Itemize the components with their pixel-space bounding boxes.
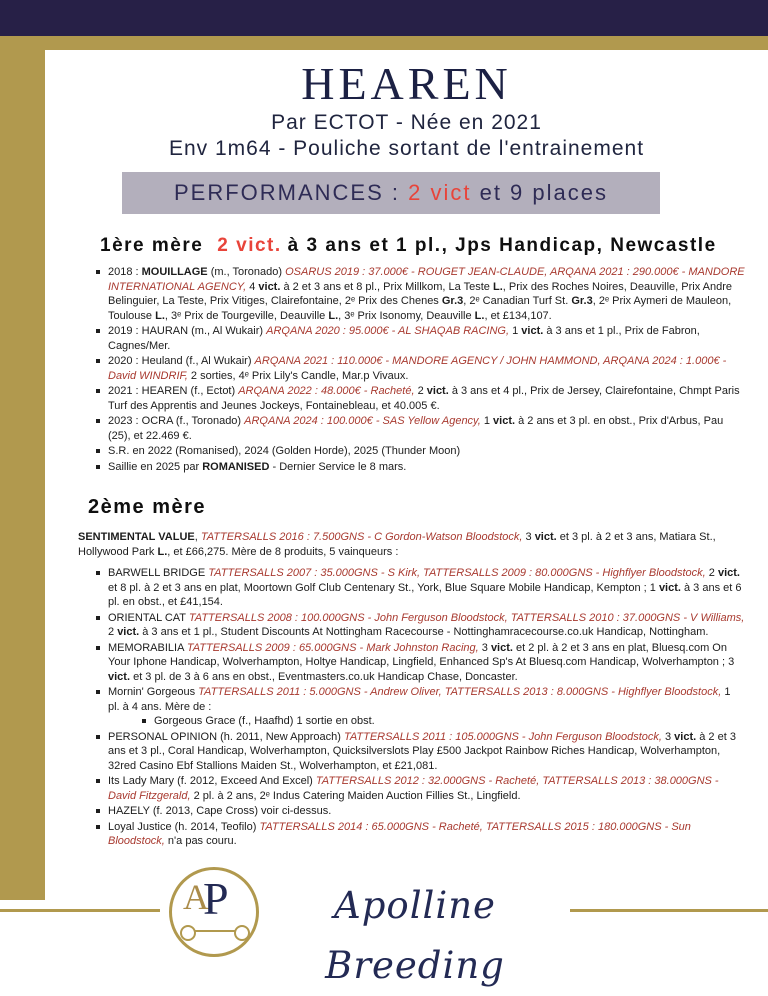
text-run: n'a pas couru. [164, 835, 237, 847]
list-item [95, 641, 745, 685]
text-run: 2 sorties, 4ᵉ Prix Lily's Candle, Mar.p Vivaux. [187, 369, 409, 382]
text-run: Gr.3 [441, 295, 464, 307]
text-run: SENTIMENTAL VALUE [78, 531, 195, 543]
first-dam-record: à 3 ans et 1 pl., Jps Handicap, Newcastle [287, 235, 717, 256]
text-run: , Prix des Roches Noires, Deauville, Prix Andre Belinguier, La Teste, Prix Vitiges, Clairefontaine, 2ᵉ Prix des Chenes [108, 280, 733, 307]
list-item [95, 414, 745, 443]
text-run: à 3 ans et 1 pl., Prix de Fabron, Cagnes/Mer. [108, 325, 700, 352]
first-dam-wins-highlight: 2 vict. [217, 235, 282, 256]
top-navy-border [0, 0, 768, 36]
text-run: à 2 et 3 ans et 8 pl., Prix Millkom, La Teste [280, 280, 493, 293]
text-run: et 2 pl. à 2 et 3 ans en plat, Bluesq.com On Your Iphone Handicap, Wolverhampton, Holtye Handicap, Lingfield, Enhanced Sp's At Bluesq.com Handicap, Wolverhampton ; 3 [108, 641, 735, 668]
second-dam-progeny-list [95, 566, 745, 849]
text-run: OSARUS 2019 : 37.000€ - ROUGET JEAN-CLAUDE, ARQANA 2021 : 290.000€ - MANDORE INTERNATIONAL AGENCY, [108, 266, 745, 293]
list-item [95, 730, 745, 774]
text-run: à 3 ans et 1 pl., Student Discounts At Nottingham Racecourse - Nottinghamracecourse.co.uk Handicap, Nottingham. [139, 626, 709, 638]
text-run: ORIENTAL CAT [108, 611, 189, 624]
text-run: BARWELL BRIDGE [108, 567, 209, 579]
text-run: L. [492, 280, 503, 293]
text-run: et 8 pl. à 2 et 3 ans en plat, Moortown Golf Club Centenary St., York, Blue Square Mobile Handicap, Kempton ; 1 [108, 581, 659, 594]
text-run: 1 pl. à 4 ans. Mère de : [108, 686, 731, 713]
text-run: L. [157, 545, 168, 558]
text-run: 2021 : HEAREN (f., Ectot) [108, 385, 239, 397]
text-run: MEMORABILIA [108, 641, 187, 654]
text-run: L. [474, 309, 485, 322]
list-item [95, 804, 745, 819]
text-run: à 2 ans et 3 pl. en obst., Prix d'Arbus, Pau (25), et 22.469 €. [108, 415, 724, 442]
list-item [95, 774, 745, 803]
gold-top-stripe [0, 36, 768, 50]
list-item [95, 611, 745, 640]
text-run: 2023 : OCRA (f., Toronado) [108, 415, 245, 427]
text-run: vict. [117, 626, 140, 638]
text-run: 3 [522, 531, 535, 543]
first-dam-heading [100, 234, 768, 258]
performances-banner [122, 172, 660, 214]
horse-bit-ring-left-icon [180, 925, 196, 941]
text-run: 1 [480, 415, 494, 427]
text-run: L. [155, 309, 165, 322]
text-run: 2019 : HAURAN (m., Al Wukair) [108, 325, 267, 337]
text-run: 1 [509, 325, 522, 337]
text-run: vict. [658, 581, 681, 594]
logo-letter-a: A [183, 877, 209, 917]
text-run: ARQANA 2021 : 110.000€ - MANDORE AGENCY / JOHN HAMMOND, ARQANA 2024 : 1.000€ - David WINDRIF, [108, 355, 727, 382]
text-run: - Dernier Service le 8 mars. [269, 460, 407, 473]
text-run: , [194, 531, 201, 543]
text-run: , 3ᵉ Prix Isonomy, Deauville [338, 309, 475, 322]
footer-rule-left [0, 909, 160, 912]
footer-rule-right [570, 909, 768, 912]
text-run: TATTERSALLS 2011 : 105.000GNS - John Ferguson Bloodstock, [343, 730, 662, 743]
second-dam-intro [78, 530, 750, 559]
page-title: HEAREN [301, 58, 512, 109]
text-run: vict. [674, 730, 697, 743]
gold-left-stripe [0, 36, 45, 900]
text-run: PERSONAL OPINION (h. 2011, New Approach) [108, 730, 344, 743]
text-run: , et £134,107. [484, 309, 552, 322]
first-dam-progeny-list [95, 265, 745, 474]
sub-list [141, 714, 745, 729]
size-description-line: Env 1m64 - Pouliche sortant de l'entrainement [168, 137, 645, 160]
text-run: Saillie en 2025 par [108, 460, 203, 473]
text-run: TATTERSALLS 2014 : 65.000GNS - Racheté, TATTERSALLS 2015 : 180.000GNS - Sun Bloodstock, [108, 820, 691, 847]
list-item [95, 384, 745, 413]
text-run: TATTERSALLS 2009 : 65.000GNS - Mark Johnston Racing, [186, 641, 479, 654]
list-item [95, 354, 745, 383]
horse-bit-icon [190, 930, 238, 932]
list-item [95, 444, 745, 459]
text-run: vict. [490, 641, 513, 654]
sub-list-item [141, 714, 745, 729]
text-run: Gorgeous Grace (f., Haafhd) 1 sortie en obst. [154, 715, 375, 727]
performances-wins-highlight: 2 vict [408, 180, 472, 205]
text-run: vict. [493, 415, 516, 427]
text-run: Gr.3 [571, 295, 593, 307]
text-run: vict. [258, 280, 281, 293]
list-item [95, 566, 745, 610]
text-run: , et £66,275. Mère de 8 produits, 5 vainqueurs : [167, 545, 399, 558]
text-run: et 3 pl. à 2 et 3 ans, Matiara St., Hollywood Park [78, 531, 716, 558]
first-dam-label: 1ère mère [100, 235, 204, 256]
list-item [95, 460, 745, 475]
text-run: MOUILLAGE [141, 266, 208, 278]
text-run: 2 [705, 567, 718, 579]
list-item [95, 820, 745, 849]
text-run: TATTERSALLS 2007 : 35.000GNS - S Kirk, TATTERSALLS 2009 : 80.000GNS - Highflyer Bloodstock, [208, 567, 706, 579]
text-run: (m., Toronado) [207, 266, 286, 278]
text-run: à 3 ans et 4 pl., Prix de Jersey, Clairefontaine, Chmpt Paris Turf des Apprentis and Jeunes Jockeys, Fontainebleau, et 40.005 €. [108, 385, 740, 412]
text-run: S.R. en 2022 (Romanised), 2024 (Golden Horde), 2025 (Thunder Moon) [108, 445, 461, 457]
text-run: Its Lady Mary (f. 2012, Exceed And Excel) [108, 775, 316, 787]
text-run: 3 [478, 641, 491, 654]
text-run: 2 pl. à 2 ans, 2ᵉ Indus Catering Maiden Auction Fillies St., Lingfield. [190, 789, 521, 802]
text-run: vict. [521, 325, 544, 337]
text-run: 2020 : Heuland (f., Al Wukair) [108, 355, 255, 367]
list-item [95, 685, 745, 729]
text-run: ARQANA 2022 : 48.000€ - Racheté, [238, 385, 415, 397]
text-run: à 2 et 3 ans et 3 pl., Coral Handicap, Wolverhampton, Quicksilverslots Play £500 Jackpot Rainbow Riches Handicap, Wolverhampton, 32red Casino Ebf Stallions Maiden St., Wolverhampton, et £21,081. [108, 730, 736, 772]
text-run: vict. [426, 385, 449, 397]
text-run: 2 [108, 626, 118, 638]
text-run: vict. [717, 567, 740, 579]
text-run: , 2ᵉ Prix Aymeri de Mauleon, Toulouse [108, 295, 732, 322]
document-body [45, 50, 768, 850]
text-run: , 3ᵉ Prix de Tourgeville, Deauville [164, 309, 329, 322]
performances-label: PERFORMANCES : [173, 180, 409, 205]
horse-bit-ring-right-icon [234, 925, 250, 941]
text-run: TATTERSALLS 2011 : 5.000GNS - Andrew Oliver, TATTERSALLS 2013 : 8.000GNS - Highflyer Bloodstock, [198, 686, 722, 698]
list-item [95, 265, 745, 323]
text-run: 2 [414, 385, 427, 397]
text-run: ROMANISED [202, 460, 270, 473]
text-run: ARQANA 2024 : 100.000€ - SAS Yellow Agency, [244, 415, 481, 427]
text-run: vict. [108, 670, 131, 683]
second-dam-heading: 2ème mère [88, 496, 207, 518]
list-item [95, 324, 745, 353]
sire-birth-line: Par ECTOT - Née en 2021 [271, 111, 542, 134]
brand-name: Apolline Breeding [325, 884, 505, 987]
text-run: TATTERSALLS 2016 : 7.500GNS - C Gordon-Watson Bloodstock, [200, 531, 523, 543]
text-run: à 3 ans et 6 pl. en obst., et £41,154. [108, 581, 742, 608]
text-run: Loyal Justice (h. 2014, Teofilo) [108, 820, 260, 833]
text-run: 3 [661, 730, 675, 743]
text-run: HAZELY (f. 2013, Cape Cross) voir ci-dessus. [108, 805, 332, 817]
text-run: vict. [534, 531, 557, 543]
text-run: TATTERSALLS 2008 : 100.000GNS - John Ferguson Bloodstock, TATTERSALLS 2010 : 37.000GNS - V Williams, [188, 611, 745, 624]
text-run: ARQANA 2020 : 95.000€ - AL SHAQAB RACING, [266, 325, 510, 337]
logo-letter-p: P [203, 873, 229, 924]
text-run: 2018 : [108, 266, 142, 278]
performances-places: et 9 places [471, 180, 608, 205]
ap-monogram-logo [169, 867, 259, 957]
text-run: TATTERSALLS 2012 : 32.000GNS - Racheté, TATTERSALLS 2013 : 38.000GNS - David Fitzgerald, [108, 775, 719, 802]
text-run: et 3 pl. de 3 à 6 ans en obst., Eventmasters.co.uk Handicap Chase, Doncaster. [130, 670, 518, 683]
text-run: 4 [246, 280, 259, 293]
text-run: , 2ᵉ Canadian Turf St. [463, 295, 572, 307]
text-run: L. [328, 309, 339, 322]
text-run: Mornin' Gorgeous [108, 686, 199, 698]
